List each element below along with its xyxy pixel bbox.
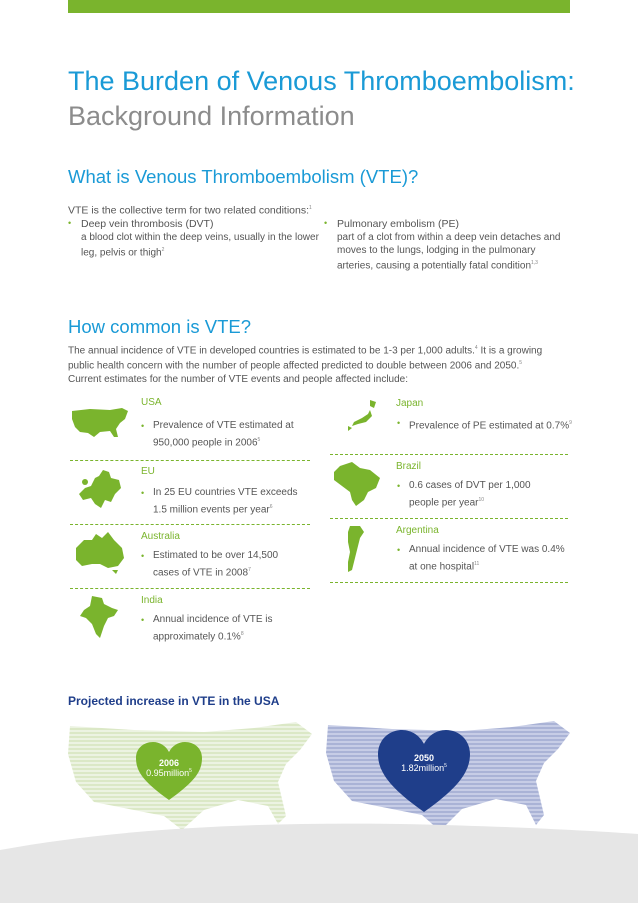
region-text-argentina: • Annual incidence of VTE was 0.4% at one hospital$^{11}$ [397, 544, 565, 573]
region-name-australia: Australia [141, 531, 180, 542]
bullet-icon: • [68, 218, 72, 228]
section-heading-how: How common is VTE? [68, 316, 251, 337]
bullet-icon: • [397, 481, 401, 491]
region-text-japan: • Prevalence of PE estimated at 0.7%$^9$ [397, 418, 572, 432]
europe-map-icon [75, 468, 125, 512]
region-name-india: India [141, 595, 163, 606]
how-paragraph: The annual incidence of VTE in developed countries is estimated to be 1-3 per 1,000 adults.$^4$ It is a growing public health concern with the number of people affected predicted to double between 2006 and 2050.$^5$ Current estimates for the number of VTE events and people affected include: [68, 345, 543, 385]
bullet-icon: • [141, 488, 145, 498]
region-text-australia: • Estimated to be over 14,500 cases of VTE in 2008$^7$ [141, 550, 279, 579]
divider [70, 524, 310, 525]
page-title: The Burden of Venous Thromboembolism: [68, 66, 575, 96]
condition-description: a blood clot within the deep veins, usually in the lower leg, pelvis or thigh$^2$ [81, 232, 319, 259]
japan-map-icon [344, 398, 380, 432]
region-name-usa: USA [141, 397, 162, 408]
projection-label-2050: 2050 1.82million$^5$ [401, 753, 447, 773]
bullet-icon: • [141, 551, 145, 561]
section-heading-what: What is Venous Thromboembolism (VTE)? [68, 166, 419, 187]
condition-pe [324, 218, 572, 272]
projection-title: Projected increase in VTE in the USA [68, 694, 280, 708]
top-accent-bar [68, 0, 570, 13]
divider [330, 582, 568, 583]
condition-dvt [68, 218, 321, 259]
what-intro: VTE is the collective term for two related conditions:$^1$ [68, 204, 312, 217]
bullet-icon: • [141, 421, 145, 431]
usa-map-icon [70, 405, 132, 441]
india-map-icon [78, 594, 120, 640]
brazil-map-icon [330, 460, 382, 508]
bullet-icon: • [397, 418, 401, 428]
divider [70, 588, 310, 589]
argentina-map-icon [344, 524, 368, 574]
australia-map-icon [72, 530, 128, 574]
region-name-japan: Japan [396, 398, 424, 409]
condition-description: part of a clot from within a deep vein detaches and moves to the lungs, lodging in the pulmonary arteries, causing a potentially fatal condition$^{1,3}$ [337, 232, 561, 272]
region-text-usa: • Prevalence of VTE estimated at 950,000 people in 2006$^5$ [141, 420, 294, 449]
region-name-brazil: Brazil [396, 461, 422, 472]
region-text-india: • Annual incidence of VTE is approximately 0.1%$^8$ [141, 614, 273, 643]
condition-name: Deep vein thrombosis (DVT) [81, 218, 214, 230]
projection-label-2006: 2006 0.95million$^5$ [146, 758, 192, 778]
bullet-icon: • [324, 218, 328, 228]
condition-name: Pulmonary embolism (PE) [337, 218, 459, 230]
divider [330, 518, 568, 519]
region-name-argentina: Argentina [396, 525, 439, 536]
divider [330, 454, 568, 455]
bullet-icon: • [141, 615, 145, 625]
region-text-brazil: • 0.6 cases of DVT per 1,000 people per year$^{10}$ [397, 480, 531, 509]
page-subtitle: Background Information [68, 101, 355, 131]
region-name-eu: EU [141, 466, 155, 477]
bullet-icon: • [397, 545, 401, 555]
bottom-decoration [0, 818, 638, 903]
divider [70, 460, 310, 461]
region-text-eu: • In 25 EU countries VTE exceeds 1.5 million events per year$^6$ [141, 487, 298, 516]
